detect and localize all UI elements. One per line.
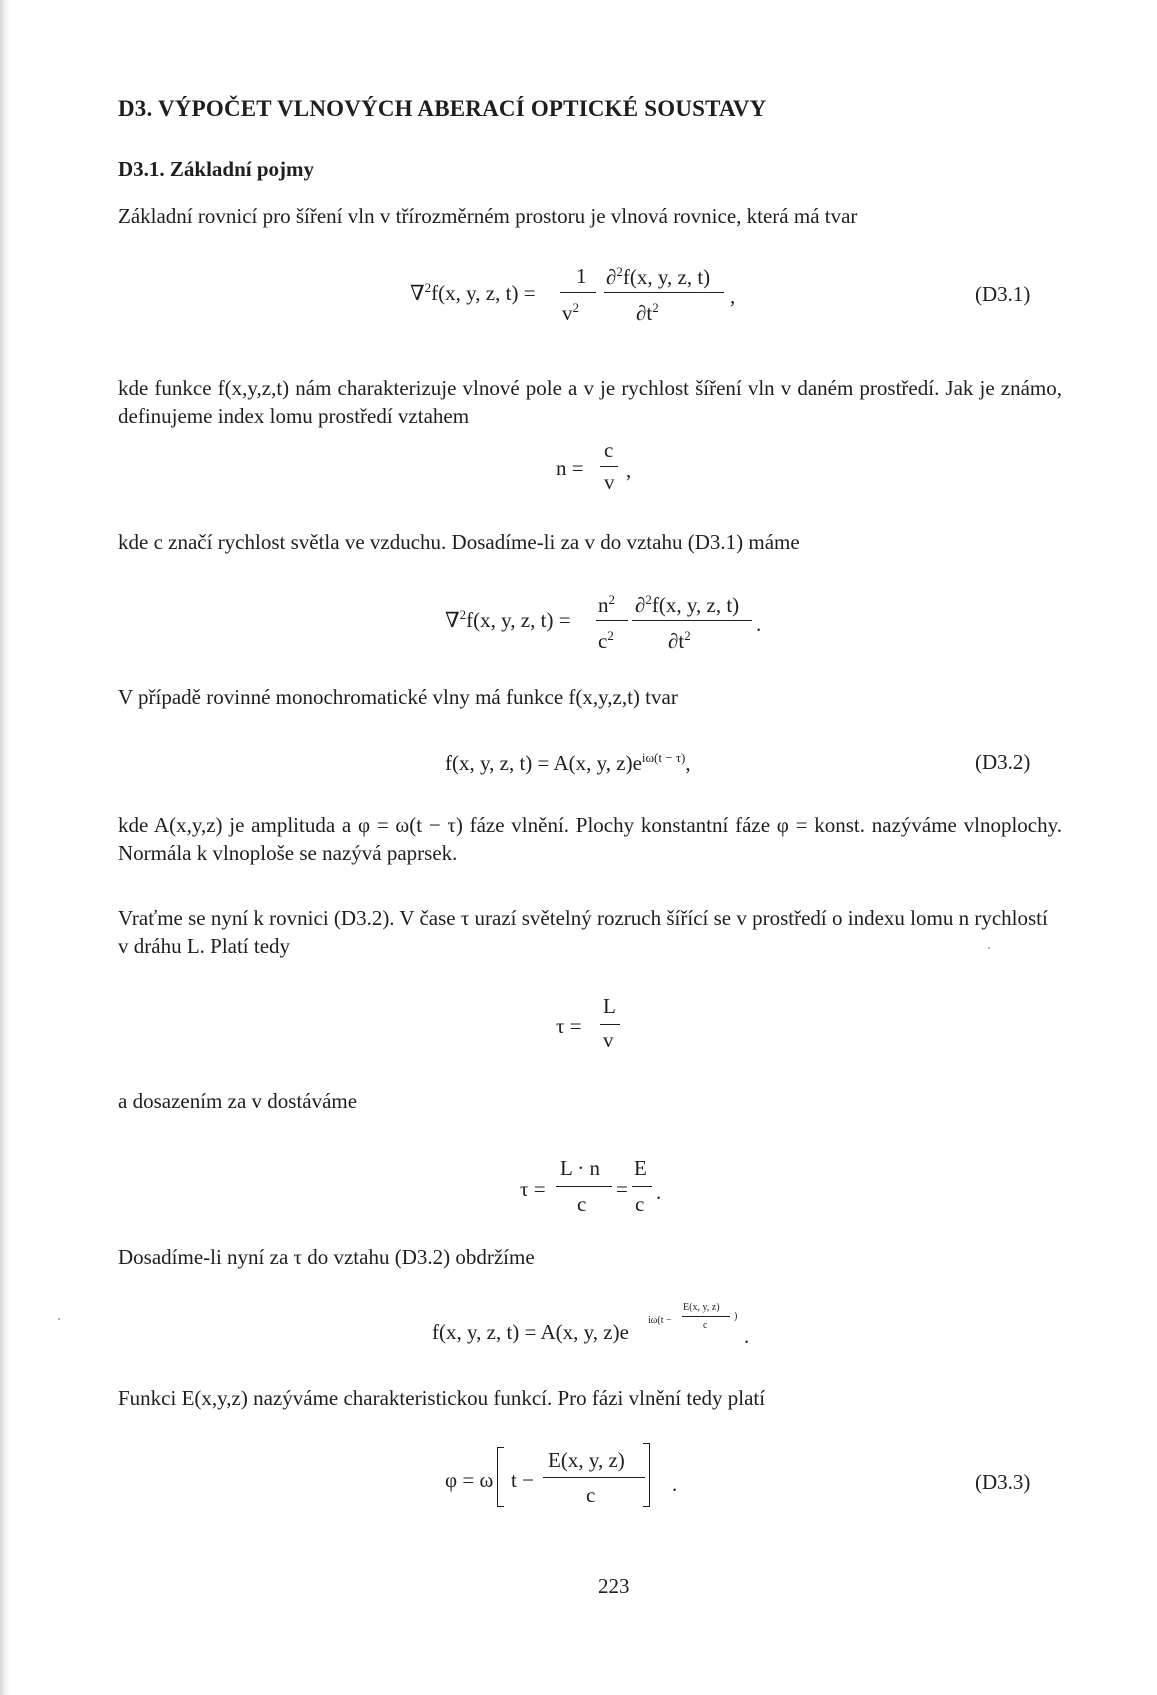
eqtau2-frac-line-1 bbox=[556, 1186, 612, 1187]
eq1-num-partial: ∂$^2$f(x, y, z, t) bbox=[606, 264, 711, 289]
eqtau1-den: v bbox=[603, 1028, 614, 1052]
eqf-exp-post: ) bbox=[734, 1311, 738, 1322]
eq3-frac-line bbox=[543, 1477, 645, 1478]
eqn-trail: , bbox=[626, 458, 632, 482]
eq3-lhs: φ = ω bbox=[445, 1468, 494, 1492]
paragraph-substitution: a dosazením za v dostáváme bbox=[118, 1089, 358, 1113]
eqtau2-num1: L · n bbox=[560, 1156, 601, 1180]
eq1-trail: , bbox=[730, 284, 736, 308]
eqtau2-lhs: τ = bbox=[520, 1177, 546, 1201]
eqtau1-num: L bbox=[603, 994, 616, 1018]
paragraph-wave-field: kde funkce f(x,y,z,t) nám charakterizuje vlnové pole a v je rychlost šíření vln v daném prostředí. Jak je známo, definujeme index lomu prostředí vztahem bbox=[118, 376, 1062, 428]
eqn2-den-partial: $\partial t^2$ bbox=[668, 628, 691, 653]
eqn2-trail: . bbox=[756, 612, 762, 636]
eqf-exp-num: E(x, y, z) bbox=[683, 1302, 720, 1313]
scan-speck bbox=[58, 1318, 60, 1320]
nabla-symbol: ∇ bbox=[410, 281, 425, 305]
eqn-num: c bbox=[604, 438, 614, 462]
eqn-lhs: n = bbox=[556, 456, 584, 480]
eq1-number: (D3.1) bbox=[975, 282, 1031, 306]
eq1-den-v: $v^2$ bbox=[562, 300, 579, 325]
eqn2-frac-line-2 bbox=[632, 620, 752, 621]
eqtau2-den2: c bbox=[635, 1192, 645, 1216]
page-number: 223 bbox=[598, 1574, 630, 1598]
eqn2-lhs: ∇$^2$f(x, y, z, t) = bbox=[445, 607, 571, 632]
scan-speck bbox=[988, 947, 990, 949]
eq3-number: (D3.3) bbox=[975, 1470, 1031, 1494]
eqtau2-den1: c bbox=[577, 1192, 587, 1216]
eqn2-num-n: $n^2$ bbox=[598, 592, 615, 617]
eqtau2-frac-line-2 bbox=[632, 1186, 652, 1187]
eqtau1-lhs: τ = bbox=[556, 1014, 582, 1038]
scan-edge-shadow bbox=[0, 0, 10, 1695]
paragraph-return-to-d3-2: Vraťme se nyní k rovnici (D3.2). V čase τ urazí světelný rozruch šířící se v prostředí o indexu lomu n rychlostí v dráhu L. Platí tedy bbox=[118, 906, 1048, 958]
chapter-heading: D3. VÝPOČET VLNOVÝCH ABERACÍ OPTICKÉ SOUSTAVY bbox=[118, 96, 767, 121]
paragraph-speed-of-light: kde c značí rychlost světla ve vzduchu. Dosadíme-li za v do vztahu (D3.1) máme bbox=[118, 530, 800, 554]
eqf-exp-den: c bbox=[703, 1320, 708, 1331]
eq1-num-1: 1 bbox=[576, 264, 587, 288]
eq1-lhs: ∇$^2$f(x, y, z, t) = bbox=[410, 280, 536, 305]
eqf-lhs: f(x, y, z, t) = A(x, y, z)e bbox=[432, 1320, 629, 1344]
paragraph-substitute-tau: Dosadíme-li nyní za τ do vztahu (D3.2) obdržíme bbox=[118, 1245, 535, 1269]
paragraph-amplitude-phase: kde A(x,y,z) je amplituda a φ = ω(t − τ) fáze vlnění. Plochy konstantní fáze φ = konst. nazýváme vlnoplochy. Normála k vlnoploše se nazývá paprsek. bbox=[118, 813, 1062, 865]
eqtau2-mid: = bbox=[616, 1177, 628, 1201]
eqtau1-frac-line bbox=[600, 1024, 620, 1025]
eq3-t-minus: t − bbox=[511, 1468, 534, 1492]
eq3-right-bracket bbox=[643, 1443, 650, 1507]
eq3-trail: . bbox=[672, 1472, 678, 1496]
eq2-lhs: f(x, y, z, t) = A(x, y, $z)e^{i\omega(t - \tau)}$, bbox=[445, 750, 691, 775]
eqn2-frac-line-1 bbox=[596, 620, 628, 621]
eq3-num: E(x, y, z) bbox=[548, 1448, 625, 1472]
eqf-trail: . bbox=[744, 1324, 750, 1348]
eqtau2-trail: . bbox=[656, 1180, 662, 1204]
paragraph-wave-equation-intro: Základní rovnicí pro šíření vln v třírozměrném prostoru je vlnová rovnice, která má tvar bbox=[118, 204, 858, 228]
eqn2-num-partial: ∂$^2$f(x, y, z, t) bbox=[635, 592, 740, 617]
eqn2-den-c: $c^2$ bbox=[598, 628, 614, 653]
eq3-left-bracket bbox=[497, 1447, 504, 1507]
eqn-den: v bbox=[604, 470, 615, 494]
eqf-exp-pre: iω(t − bbox=[648, 1315, 672, 1326]
eq2-number: (D3.2) bbox=[975, 750, 1031, 774]
paragraph-characteristic-function: Funkci E(x,y,z) nazýváme charakteristickou funkcí. Pro fázi vlnění tedy platí bbox=[118, 1386, 766, 1410]
nabla-symbol: ∇ bbox=[445, 608, 460, 632]
section-heading: D3.1. Základní pojmy bbox=[118, 157, 315, 181]
eq1-frac-line-2 bbox=[604, 292, 724, 293]
eqtau2-num2: E bbox=[634, 1156, 647, 1180]
eq1-den-partial: $\partial t^2$ bbox=[636, 300, 659, 325]
eq1-frac-line-1 bbox=[560, 292, 596, 293]
eqn-frac-line bbox=[600, 466, 618, 467]
paragraph-plane-wave: V případě rovinné monochromatické vlny má funkce f(x,y,z,t) tvar bbox=[118, 685, 678, 709]
eqf-exp-frac-line bbox=[682, 1316, 730, 1317]
eq3-den: c bbox=[586, 1483, 596, 1507]
